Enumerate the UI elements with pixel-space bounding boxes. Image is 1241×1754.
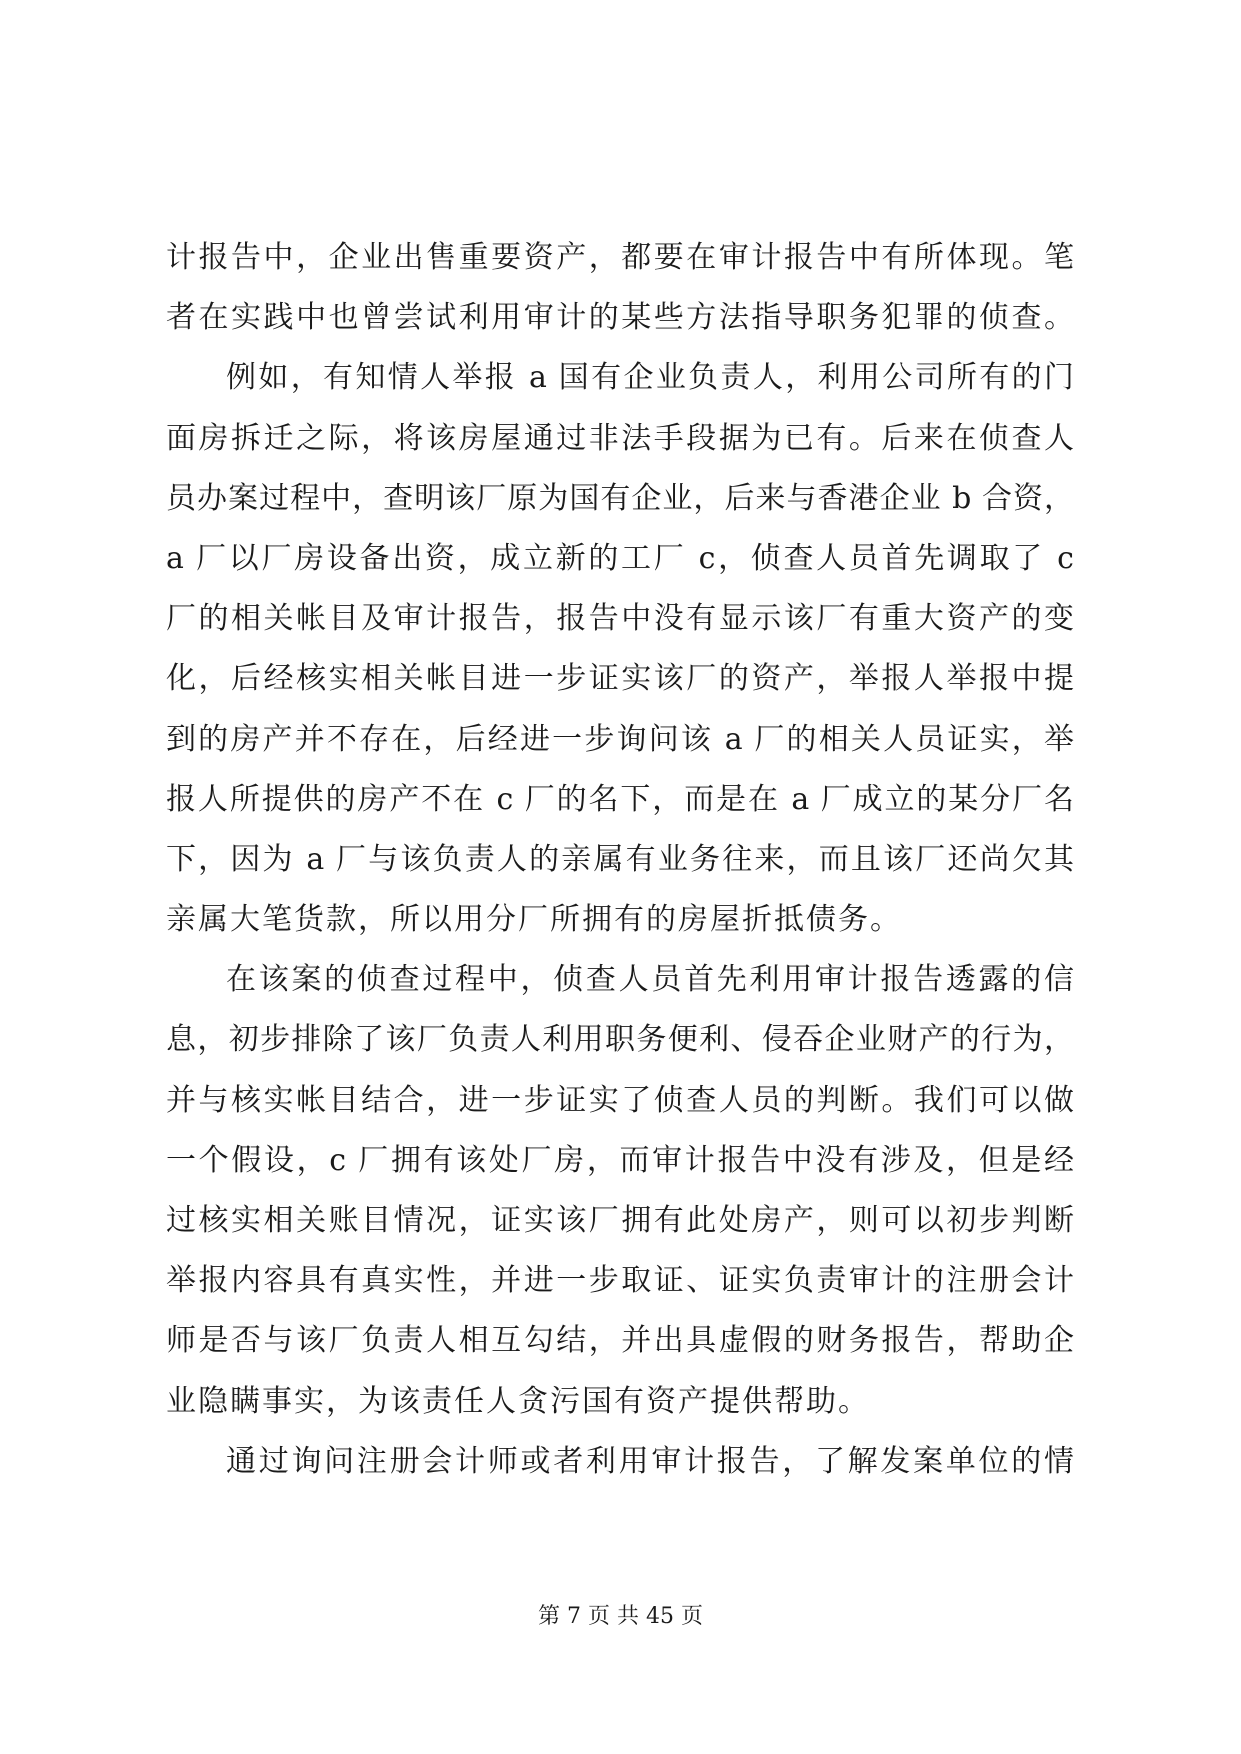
text-line: 员办案过程中，查明该厂原为国有企业，后来与香港企业 b 合资，	[166, 480, 1074, 516]
text-line: 一个假设，c 厂拥有该处厂房，而审计报告中没有涉及，但是经	[166, 1142, 1074, 1178]
text-line: 报人所提供的房产不在 c 厂的名下，而是在 a 厂成立的某分厂名	[166, 781, 1074, 817]
text-line: 计报告中，企业出售重要资产，都要在审计报告中有所体现。笔	[166, 240, 1074, 275]
text-line: 举报内容具有真实性，并进一步取证、证实负责审计的注册会计	[166, 1263, 1074, 1299]
text-line: 到的房产并不存在，后经进一步询问该 a 厂的相关人员证实，举	[166, 721, 1074, 757]
text-line: 师是否与该厂负责人相互勾结，并出具虚假的财务报告，帮助企	[166, 1323, 1074, 1359]
text-line: 面房拆迁之际，将该房屋通过非法手段据为已有。后来在侦查人	[166, 420, 1074, 456]
text-line: a 厂以厂房设备出资，成立新的工厂 c，侦查人员首先调取了 c	[166, 540, 1074, 576]
paragraph-start-line: 例如，有知情人举报 a 国有企业负责人，利用公司所有的门	[226, 360, 1074, 396]
document-body	[166, 228, 1074, 1492]
text-line: 息，初步排除了该厂负责人利用职务便利、侵吞企业财产的行为，	[166, 1022, 1074, 1058]
paragraph-start-line: 在该案的侦查过程中，侦查人员首先利用审计报告透露的信	[226, 962, 1074, 998]
paragraph-end-line: 业隐瞒事实，为该责任人贪污国有资产提供帮助。	[166, 1383, 870, 1419]
text-line: 化，后经核实相关帐目进一步证实该厂的资产，举报人举报中提	[166, 661, 1074, 697]
paragraph-end-line: 亲属大笔货款，所以用分厂所拥有的房屋折抵债务。	[166, 902, 902, 938]
text-line: 者在实践中也曾尝试利用审计的某些方法指导职务犯罪的侦查。	[166, 300, 1074, 336]
text-line: 过核实相关账目情况，证实该厂拥有此处房产，则可以初步判断	[166, 1203, 1074, 1238]
page-number-footer: 第 7 页 共 45 页	[538, 1604, 703, 1629]
paragraph-start-line: 通过询问注册会计师或者利用审计报告，了解发案单位的情	[226, 1443, 1074, 1479]
text-line: 厂的相关帐目及审计报告，报告中没有显示该厂有重大资产的变	[166, 601, 1074, 637]
text-line: 并与核实帐目结合，进一步证实了侦查人员的判断。我们可以做	[166, 1082, 1074, 1118]
text-line: 下，因为 a 厂与该负责人的亲属有业务往来，而且该厂还尚欠其	[166, 841, 1074, 877]
